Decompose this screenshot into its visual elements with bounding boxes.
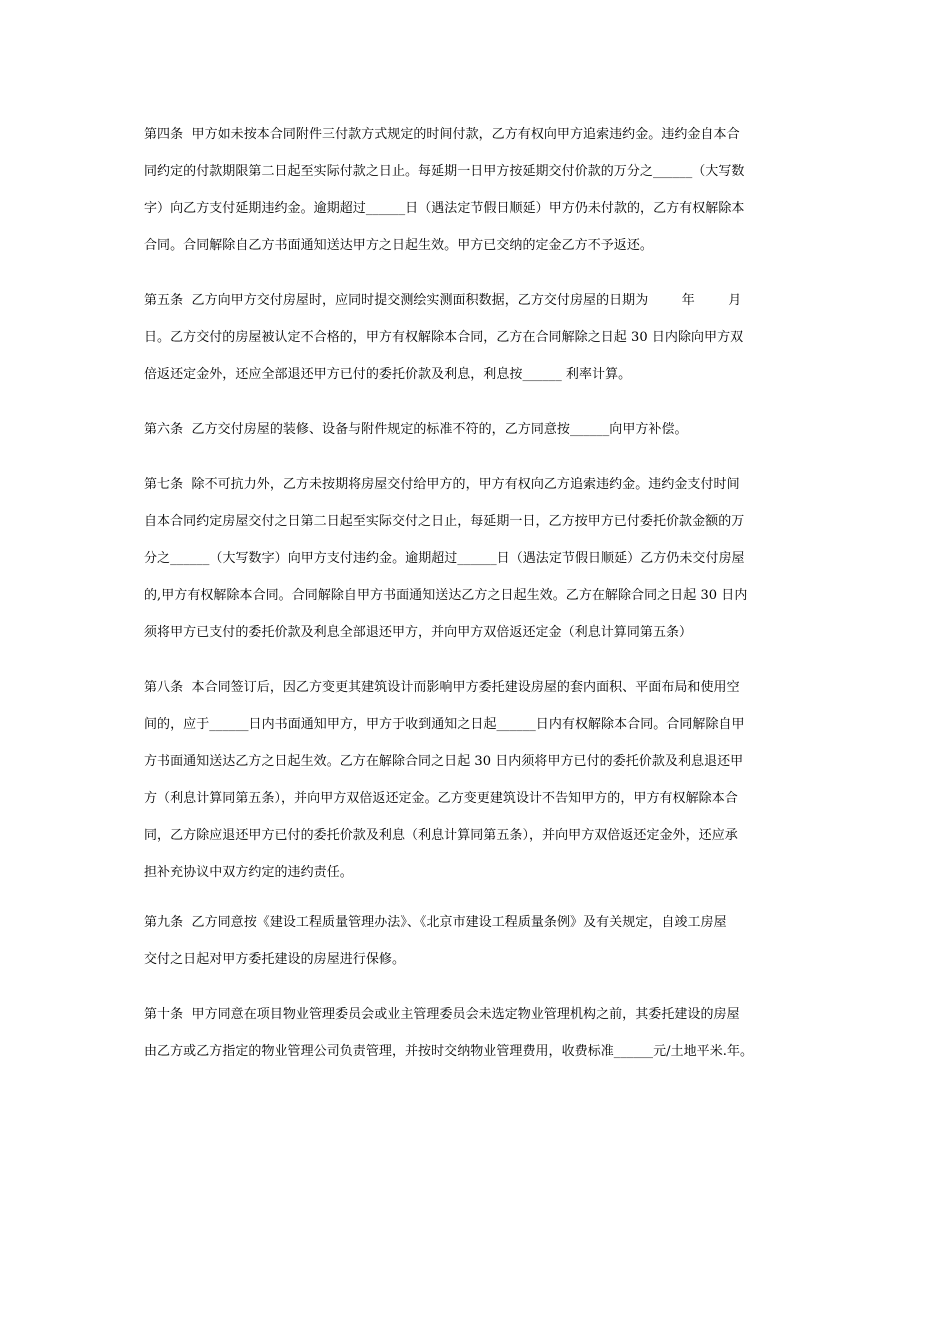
article-5-line-3: 倍返还定金外，还应全部退还甲方已付的委托价款及利息，利息按______ 利率计算。 <box>144 367 632 382</box>
article-7-line-2: 自本合同约定房屋交付之日第二日起至实际交付之日止，每延期一日，乙方按甲方已付委托价款金额的万 <box>144 514 745 529</box>
article-10-line-1: 第十条 甲方同意在项目物业管理委员会或业主管理委员会未选定物业管理机构之前，其委托建设的房屋 <box>144 1007 740 1022</box>
article-6-line-1: 第六条 乙方交付房屋的装修、设备与附件规定的标准不符的，乙方同意按______向甲方补偿。 <box>144 422 688 437</box>
article-4-line-3: 字）向乙方支付延期违约金。逾期超过______日（遇法定节假日顺延）甲方仍未付款的，乙方有权解除本 <box>144 201 745 216</box>
article-10-line-2: 由乙方或乙方指定的物业管理公司负责管理，并按时交纳物业管理费用，收费标准______元/土地平米.年。 <box>144 1044 754 1059</box>
article-7-line-5: 须将甲方已支付的委托价款及利息全部退还甲方，并向甲方双倍返还定金（利息计算同第五条） <box>144 625 693 640</box>
article-8-line-6: 担补充协议中双方约定的违约责任。 <box>144 865 353 880</box>
article-8-line-1: 第八条 本合同签订后，因乙方变更其建筑设计而影响甲方委托建设房屋的套内面积、平面布局和使用空 <box>144 680 740 695</box>
article-9-line-2: 交付之日起对甲方委托建设的房屋进行保修。 <box>144 952 406 967</box>
article-8-line-3: 方书面通知送达乙方之日起生效。乙方在解除合同之日起 30 日内须将甲方已付的委托价款及利息退还甲 <box>144 754 744 769</box>
article-9-line-1: 第九条 乙方同意按《建设工程质量管理办法》、《北京市建设工程质量条例》及有关规定，自竣工房屋 <box>144 915 727 930</box>
article-4-line-2: 同约定的付款期限第二日起至实际付款之日止。每延期一日甲方按延期交付价款的万分之______（大写数 <box>144 164 745 179</box>
article-4-line-4: 合同。合同解除自乙方书面通知送达甲方之日起生效。甲方已交纳的定金乙方不予返还。 <box>144 238 653 253</box>
article-8-line-4: 方（利息计算同第五条），并向甲方双倍返还定金。乙方变更建筑设计不告知甲方的，甲方有权解除本合 <box>144 791 738 806</box>
article-7-line-1: 第七条 除不可抗力外，乙方未按期将房屋交付给甲方的，甲方有权向乙方追索违约金。违约金支付时间 <box>144 477 740 492</box>
article-8-line-2: 间的，应于______日内书面通知甲方，甲方于收到通知之日起______日内有权解除本合同。合同解除自甲 <box>144 717 745 732</box>
article-8-line-5: 同，乙方除应退还甲方已付的委托价款及利息（利息计算同第五条），并向甲方双倍返还定金外，还应承 <box>144 828 738 843</box>
article-5-line-1: 第五条 乙方向甲方交付房屋时，应同时提交测绘实测面积数据，乙方交付房屋的日期为 年 月 <box>144 293 742 308</box>
article-4-line-1: 第四条 甲方如未按本合同附件三付款方式规定的时间付款，乙方有权向甲方追索违约金。违约金自本合 <box>144 127 740 142</box>
article-5-line-2: 日。乙方交付的房屋被认定不合格的，甲方有权解除本合同，乙方在合同解除之日起 30 日内除向甲方双 <box>144 330 744 345</box>
article-7-line-4: 的,甲方有权解除本合同。合同解除自甲方书面通知送达乙方之日起生效。乙方在解除合同之日起 30 日内 <box>144 588 748 603</box>
article-7-line-3: 分之______（大写数字）向甲方支付违约金。逾期超过______日（遇法定节假日顺延）乙方仍未交付房屋 <box>144 551 745 566</box>
